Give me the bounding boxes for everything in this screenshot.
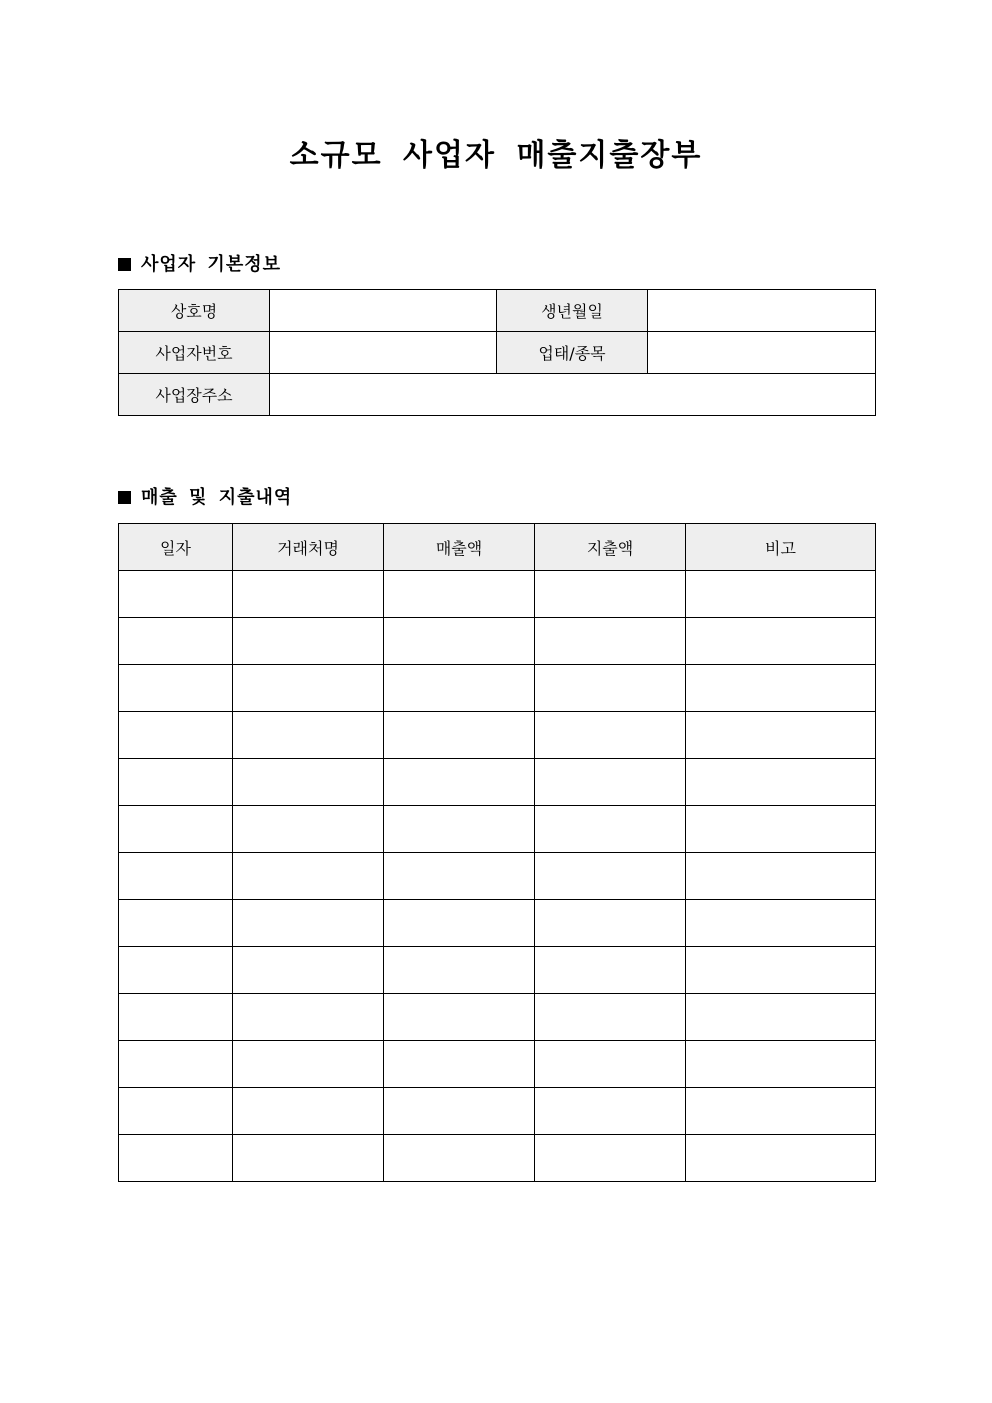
date-cell[interactable] [119, 1041, 233, 1088]
note-cell[interactable] [686, 665, 876, 712]
table-row [119, 900, 876, 947]
client-cell[interactable] [233, 947, 384, 994]
sales-cell[interactable] [384, 618, 535, 665]
section-heading-text: 사업자 기본정보 [141, 254, 281, 275]
note-cell[interactable] [686, 571, 876, 618]
table-row [119, 947, 876, 994]
column-header-note: 비고 [686, 524, 876, 571]
column-header-expense: 지출액 [535, 524, 686, 571]
client-cell[interactable] [233, 712, 384, 759]
note-cell[interactable] [686, 618, 876, 665]
expense-cell[interactable] [535, 1041, 686, 1088]
date-cell[interactable] [119, 665, 233, 712]
registration-number-field[interactable] [270, 332, 497, 374]
sales-cell[interactable] [384, 806, 535, 853]
sales-cell[interactable] [384, 712, 535, 759]
expense-cell[interactable] [535, 665, 686, 712]
birth-date-field[interactable] [648, 290, 876, 332]
expense-cell[interactable] [535, 947, 686, 994]
table-row [119, 618, 876, 665]
date-cell[interactable] [119, 806, 233, 853]
table-row [119, 571, 876, 618]
note-cell[interactable] [686, 994, 876, 1041]
date-cell[interactable] [119, 1088, 233, 1135]
transactions-body [119, 571, 876, 1182]
business-info-table [118, 289, 876, 416]
table-row [119, 712, 876, 759]
table-header-row [119, 524, 876, 571]
sales-cell[interactable] [384, 1088, 535, 1135]
address-label: 사업장주소 [119, 374, 270, 416]
table-row [119, 665, 876, 712]
table-row [119, 1135, 876, 1182]
note-cell[interactable] [686, 1135, 876, 1182]
expense-cell[interactable] [535, 571, 686, 618]
expense-cell[interactable] [535, 900, 686, 947]
note-cell[interactable] [686, 1041, 876, 1088]
sales-cell[interactable] [384, 665, 535, 712]
note-cell[interactable] [686, 947, 876, 994]
note-cell[interactable] [686, 806, 876, 853]
expense-cell[interactable] [535, 712, 686, 759]
date-cell[interactable] [119, 571, 233, 618]
date-cell[interactable] [119, 947, 233, 994]
date-cell[interactable] [119, 900, 233, 947]
date-cell[interactable] [119, 994, 233, 1041]
date-cell[interactable] [119, 759, 233, 806]
date-cell[interactable] [119, 618, 233, 665]
sales-cell[interactable] [384, 994, 535, 1041]
client-cell[interactable] [233, 618, 384, 665]
date-cell[interactable] [119, 853, 233, 900]
note-cell[interactable] [686, 712, 876, 759]
date-cell[interactable] [119, 1135, 233, 1182]
sales-cell[interactable] [384, 571, 535, 618]
date-cell[interactable] [119, 712, 233, 759]
table-row [119, 853, 876, 900]
square-bullet-icon [118, 491, 131, 504]
column-header-client: 거래처명 [233, 524, 384, 571]
address-field[interactable] [270, 374, 876, 416]
note-cell[interactable] [686, 853, 876, 900]
table-row [119, 1088, 876, 1135]
note-cell[interactable] [686, 759, 876, 806]
column-header-date: 일자 [119, 524, 233, 571]
client-cell[interactable] [233, 759, 384, 806]
section-heading-text: 매출 및 지출내역 [141, 487, 293, 508]
section-heading-transactions [118, 486, 292, 510]
client-cell[interactable] [233, 1041, 384, 1088]
expense-cell[interactable] [535, 1088, 686, 1135]
sales-cell[interactable] [384, 947, 535, 994]
business-type-field[interactable] [648, 332, 876, 374]
client-cell[interactable] [233, 994, 384, 1041]
registration-number-label: 사업자번호 [119, 332, 270, 374]
table-row [119, 290, 876, 332]
client-cell[interactable] [233, 571, 384, 618]
table-row [119, 994, 876, 1041]
table-row [119, 1041, 876, 1088]
expense-cell[interactable] [535, 1135, 686, 1182]
birth-date-label: 생년월일 [497, 290, 648, 332]
client-cell[interactable] [233, 1088, 384, 1135]
sales-cell[interactable] [384, 853, 535, 900]
table-row [119, 759, 876, 806]
table-row [119, 806, 876, 853]
note-cell[interactable] [686, 1088, 876, 1135]
business-name-label: 상호명 [119, 290, 270, 332]
client-cell[interactable] [233, 806, 384, 853]
note-cell[interactable] [686, 900, 876, 947]
sales-cell[interactable] [384, 759, 535, 806]
client-cell[interactable] [233, 900, 384, 947]
client-cell[interactable] [233, 1135, 384, 1182]
expense-cell[interactable] [535, 806, 686, 853]
table-row [119, 332, 876, 374]
business-type-label: 업태/종목 [497, 332, 648, 374]
page-title: 소규모 사업자 매출지출장부 [289, 138, 703, 173]
sales-cell[interactable] [384, 900, 535, 947]
expense-cell[interactable] [535, 853, 686, 900]
table-row [119, 374, 876, 416]
sales-cell[interactable] [384, 1041, 535, 1088]
column-header-sales: 매출액 [384, 524, 535, 571]
client-cell[interactable] [233, 853, 384, 900]
expense-cell[interactable] [535, 618, 686, 665]
section-heading-business-info [118, 253, 281, 277]
transactions-table [118, 523, 876, 1182]
expense-cell[interactable] [535, 994, 686, 1041]
client-cell[interactable] [233, 665, 384, 712]
business-name-field[interactable] [270, 290, 497, 332]
square-bullet-icon [118, 258, 131, 271]
sales-cell[interactable] [384, 1135, 535, 1182]
expense-cell[interactable] [535, 759, 686, 806]
